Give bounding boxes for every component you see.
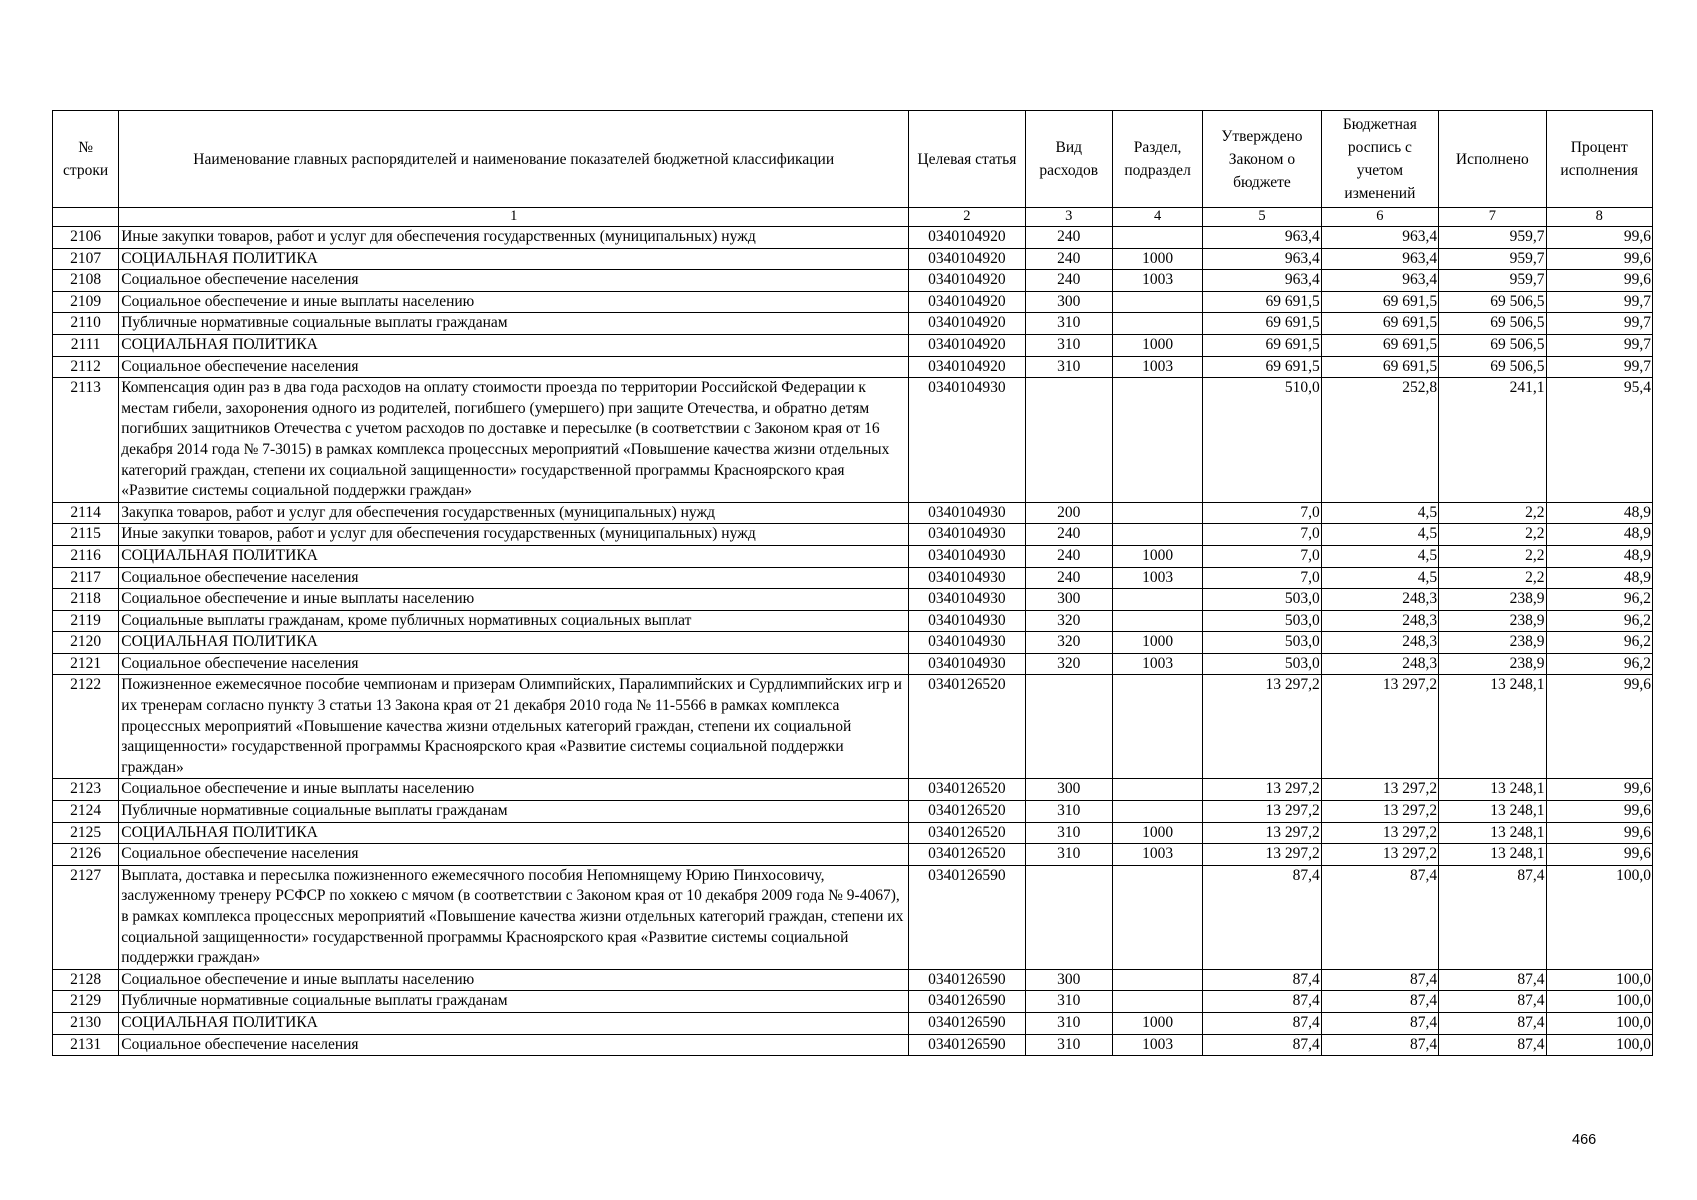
item-name: СОЦИАЛЬНАЯ ПОЛИТИКА: [119, 334, 909, 356]
approved-amount: 87,4: [1203, 1012, 1321, 1034]
header-executed: Исполнено: [1439, 111, 1546, 208]
scheduled-amount: 248,3: [1321, 653, 1438, 675]
table-row: [53, 675, 1653, 779]
section: [1112, 865, 1202, 969]
executed-amount: 69 506,5: [1439, 356, 1546, 378]
executed-amount: 87,4: [1439, 865, 1546, 969]
table-row: [53, 524, 1653, 546]
percent-executed: 100,0: [1546, 865, 1652, 969]
percent-executed: 96,2: [1546, 610, 1652, 632]
scheduled-amount: 4,5: [1321, 567, 1438, 589]
scheduled-amount: 87,4: [1321, 991, 1438, 1013]
scheduled-amount: 87,4: [1321, 969, 1438, 991]
approved-amount: 13 297,2: [1203, 801, 1321, 823]
column-number: 1: [119, 208, 909, 227]
item-name: Публичные нормативные социальные выплаты гражданам: [119, 313, 909, 335]
target-article: 0340104920: [909, 248, 1025, 270]
header-budget-schedule: Бюджетная роспись с учетом изменений: [1321, 111, 1438, 208]
row-number: 2126: [53, 844, 119, 866]
percent-executed: 100,0: [1546, 991, 1652, 1013]
table-row: [53, 502, 1653, 524]
executed-amount: 13 248,1: [1439, 822, 1546, 844]
row-number: 2106: [53, 227, 119, 249]
column-number: 8: [1546, 208, 1652, 227]
approved-amount: 69 691,5: [1203, 291, 1321, 313]
table-row: [53, 801, 1653, 823]
row-number: 2113: [53, 378, 119, 503]
header-row: [53, 111, 1653, 208]
item-name: СОЦИАЛЬНАЯ ПОЛИТИКА: [119, 632, 909, 654]
percent-executed: 48,9: [1546, 567, 1652, 589]
section: 1003: [1112, 270, 1202, 292]
executed-amount: 13 248,1: [1439, 801, 1546, 823]
item-name: Социальное обеспечение и иные выплаты населению: [119, 291, 909, 313]
section: [1112, 969, 1202, 991]
item-name: СОЦИАЛЬНАЯ ПОЛИТИКА: [119, 1012, 909, 1034]
scheduled-amount: 252,8: [1321, 378, 1438, 503]
percent-executed: 96,2: [1546, 653, 1652, 675]
row-number: 2121: [53, 653, 119, 675]
approved-amount: 503,0: [1203, 632, 1321, 654]
row-number: 2122: [53, 675, 119, 779]
table-row: [53, 991, 1653, 1013]
item-name: СОЦИАЛЬНАЯ ПОЛИТИКА: [119, 248, 909, 270]
scheduled-amount: 69 691,5: [1321, 291, 1438, 313]
table-row: [53, 779, 1653, 801]
row-number: 2112: [53, 356, 119, 378]
table-row: [53, 248, 1653, 270]
target-article: 0340126520: [909, 779, 1025, 801]
section: 1000: [1112, 1012, 1202, 1034]
executed-amount: 238,9: [1439, 610, 1546, 632]
approved-amount: 963,4: [1203, 227, 1321, 249]
executed-amount: 69 506,5: [1439, 291, 1546, 313]
section: [1112, 675, 1202, 779]
header-percent: Процент исполнения: [1546, 111, 1652, 208]
expense-type: 240: [1025, 545, 1112, 567]
section: [1112, 779, 1202, 801]
target-article: 0340104930: [909, 378, 1025, 503]
target-article: 0340104930: [909, 524, 1025, 546]
approved-amount: 510,0: [1203, 378, 1321, 503]
row-number: 2130: [53, 1012, 119, 1034]
expense-type: [1025, 675, 1112, 779]
target-article: 0340104930: [909, 610, 1025, 632]
item-name: Иные закупки товаров, работ и услуг для обеспечения государственных (муниципальных) нужд: [119, 524, 909, 546]
executed-amount: 87,4: [1439, 991, 1546, 1013]
approved-amount: 7,0: [1203, 567, 1321, 589]
percent-executed: 96,2: [1546, 589, 1652, 611]
expense-type: 300: [1025, 291, 1112, 313]
percent-executed: 99,7: [1546, 313, 1652, 335]
target-article: 0340104920: [909, 334, 1025, 356]
section: 1003: [1112, 653, 1202, 675]
header-target-article: Целевая статья: [909, 111, 1025, 208]
target-article: 0340104920: [909, 227, 1025, 249]
scheduled-amount: 963,4: [1321, 248, 1438, 270]
scheduled-amount: 963,4: [1321, 270, 1438, 292]
percent-executed: 99,6: [1546, 779, 1652, 801]
item-name: Социальное обеспечение населения: [119, 270, 909, 292]
table-row: [53, 610, 1653, 632]
expense-type: 310: [1025, 313, 1112, 335]
approved-amount: 7,0: [1203, 545, 1321, 567]
scheduled-amount: 13 297,2: [1321, 822, 1438, 844]
row-number: 2107: [53, 248, 119, 270]
executed-amount: 959,7: [1439, 270, 1546, 292]
executed-amount: 13 248,1: [1439, 779, 1546, 801]
percent-executed: 99,7: [1546, 334, 1652, 356]
approved-amount: 503,0: [1203, 589, 1321, 611]
item-name: Публичные нормативные социальные выплаты гражданам: [119, 801, 909, 823]
row-number: 2115: [53, 524, 119, 546]
expense-type: 240: [1025, 227, 1112, 249]
expense-type: 310: [1025, 1034, 1112, 1056]
executed-amount: 2,2: [1439, 502, 1546, 524]
percent-executed: 99,6: [1546, 675, 1652, 779]
header-approved: Утверждено Законом о бюджете: [1203, 111, 1321, 208]
item-name: Социальное обеспечение и иные выплаты населению: [119, 969, 909, 991]
executed-amount: 238,9: [1439, 589, 1546, 611]
percent-executed: 99,6: [1546, 844, 1652, 866]
column-number-row: [53, 208, 1653, 227]
row-number: 2127: [53, 865, 119, 969]
item-name: Пожизненное ежемесячное пособие чемпионам и призерам Олимпийских, Паралимпийских и Сурдлимпийских игр и их тренерам согласно пункту 3 статьи 13 Закона края от 21 декабря 2010 года № 11-5566 в рамках комплекса процессных мероприятий «Повышение качества жизни отдельных категорий граждан, степени их социальной защищенности» государственной программы Красноярского края «Развитие системы социальной поддержки граждан»: [119, 675, 909, 779]
executed-amount: 2,2: [1439, 567, 1546, 589]
executed-amount: 69 506,5: [1439, 334, 1546, 356]
executed-amount: 959,7: [1439, 227, 1546, 249]
item-name: Публичные нормативные социальные выплаты гражданам: [119, 991, 909, 1013]
target-article: 0340126520: [909, 822, 1025, 844]
scheduled-amount: 69 691,5: [1321, 313, 1438, 335]
header-row-number: № строки: [53, 111, 119, 208]
percent-executed: 48,9: [1546, 502, 1652, 524]
approved-amount: 87,4: [1203, 1034, 1321, 1056]
table-row: [53, 227, 1653, 249]
section: [1112, 378, 1202, 503]
executed-amount: 13 248,1: [1439, 675, 1546, 779]
expense-type: 310: [1025, 844, 1112, 866]
page-number: 466: [1572, 1132, 1597, 1148]
column-number: [53, 208, 119, 227]
item-name: Закупка товаров, работ и услуг для обеспечения государственных (муниципальных) нужд: [119, 502, 909, 524]
table-row: [53, 270, 1653, 292]
scheduled-amount: 13 297,2: [1321, 779, 1438, 801]
target-article: 0340126590: [909, 1012, 1025, 1034]
percent-executed: 100,0: [1546, 969, 1652, 991]
scheduled-amount: 13 297,2: [1321, 801, 1438, 823]
section: 1000: [1112, 248, 1202, 270]
item-name: Социальное обеспечение населения: [119, 356, 909, 378]
percent-executed: 99,7: [1546, 356, 1652, 378]
row-number: 2128: [53, 969, 119, 991]
target-article: 0340126520: [909, 675, 1025, 779]
item-name: Социальное обеспечение и иные выплаты населению: [119, 779, 909, 801]
expense-type: [1025, 378, 1112, 503]
expense-type: [1025, 865, 1112, 969]
approved-amount: 13 297,2: [1203, 779, 1321, 801]
scheduled-amount: 248,3: [1321, 610, 1438, 632]
approved-amount: 69 691,5: [1203, 334, 1321, 356]
expense-type: 240: [1025, 248, 1112, 270]
expense-type: 200: [1025, 502, 1112, 524]
section: [1112, 502, 1202, 524]
table-row: [53, 545, 1653, 567]
target-article: 0340126520: [909, 801, 1025, 823]
executed-amount: 87,4: [1439, 1012, 1546, 1034]
table-row: [53, 844, 1653, 866]
percent-executed: 99,6: [1546, 227, 1652, 249]
percent-executed: 99,6: [1546, 248, 1652, 270]
header-expense-type: Вид расходов: [1025, 111, 1112, 208]
scheduled-amount: 13 297,2: [1321, 675, 1438, 779]
approved-amount: 13 297,2: [1203, 822, 1321, 844]
item-name: Социальное обеспечение населения: [119, 844, 909, 866]
row-number: 2111: [53, 334, 119, 356]
header-name: Наименование главных распорядителей и наименование показателей бюджетной классификации: [119, 111, 909, 208]
row-number: 2116: [53, 545, 119, 567]
section: 1003: [1112, 844, 1202, 866]
scheduled-amount: 87,4: [1321, 1034, 1438, 1056]
executed-amount: 13 248,1: [1439, 844, 1546, 866]
item-name: СОЦИАЛЬНАЯ ПОЛИТИКА: [119, 545, 909, 567]
section: [1112, 313, 1202, 335]
target-article: 0340126520: [909, 844, 1025, 866]
scheduled-amount: 4,5: [1321, 524, 1438, 546]
expense-type: 320: [1025, 653, 1112, 675]
section: [1112, 227, 1202, 249]
approved-amount: 503,0: [1203, 610, 1321, 632]
expense-type: 320: [1025, 632, 1112, 654]
executed-amount: 2,2: [1439, 545, 1546, 567]
executed-amount: 238,9: [1439, 653, 1546, 675]
executed-amount: 2,2: [1439, 524, 1546, 546]
section: 1000: [1112, 334, 1202, 356]
item-name: СОЦИАЛЬНАЯ ПОЛИТИКА: [119, 822, 909, 844]
column-number: 6: [1321, 208, 1438, 227]
column-number: 3: [1025, 208, 1112, 227]
column-number: 4: [1112, 208, 1202, 227]
item-name: Компенсация один раз в два года расходов на оплату стоимости проезда по территории Российской Федерации к местам гибели, захоронения одного из родителей, погибшего (умершего) при защите Отечества, и обратно детям погибших защитников Отечества с учетом расходов по доставке и пересылке (в соответствии с Законом края от 16 декабря 2014 года № 7-3015) в рамках комплекса процессных мероприятий «Повышение качества жизни отдельных категорий граждан, степени их социальной защищенности» государственной программы Красноярского края «Развитие системы социальной поддержки граждан»: [119, 378, 909, 503]
row-number: 2124: [53, 801, 119, 823]
table-row: [53, 632, 1653, 654]
approved-amount: 13 297,2: [1203, 844, 1321, 866]
table-row: [53, 969, 1653, 991]
expense-type: 310: [1025, 991, 1112, 1013]
percent-executed: 96,2: [1546, 632, 1652, 654]
scheduled-amount: 69 691,5: [1321, 356, 1438, 378]
target-article: 0340126590: [909, 991, 1025, 1013]
scheduled-amount: 87,4: [1321, 1012, 1438, 1034]
scheduled-amount: 4,5: [1321, 545, 1438, 567]
percent-executed: 95,4: [1546, 378, 1652, 503]
section: [1112, 991, 1202, 1013]
executed-amount: 87,4: [1439, 969, 1546, 991]
executed-amount: 241,1: [1439, 378, 1546, 503]
approved-amount: 87,4: [1203, 969, 1321, 991]
row-number: 2114: [53, 502, 119, 524]
approved-amount: 13 297,2: [1203, 675, 1321, 779]
table-row: [53, 356, 1653, 378]
percent-executed: 48,9: [1546, 545, 1652, 567]
expense-type: 300: [1025, 779, 1112, 801]
row-number: 2125: [53, 822, 119, 844]
table-row: [53, 822, 1653, 844]
expense-type: 300: [1025, 589, 1112, 611]
percent-executed: 99,7: [1546, 291, 1652, 313]
column-number: 7: [1439, 208, 1546, 227]
target-article: 0340126590: [909, 1034, 1025, 1056]
executed-amount: 69 506,5: [1439, 313, 1546, 335]
scheduled-amount: 963,4: [1321, 227, 1438, 249]
item-name: Социальное обеспечение населения: [119, 653, 909, 675]
row-number: 2119: [53, 610, 119, 632]
table-row: [53, 334, 1653, 356]
section: 1003: [1112, 1034, 1202, 1056]
item-name: Социальные выплаты гражданам, кроме публичных нормативных социальных выплат: [119, 610, 909, 632]
section: 1000: [1112, 822, 1202, 844]
approved-amount: 503,0: [1203, 653, 1321, 675]
target-article: 0340104930: [909, 545, 1025, 567]
row-number: 2131: [53, 1034, 119, 1056]
expense-type: 240: [1025, 567, 1112, 589]
row-number: 2120: [53, 632, 119, 654]
target-article: 0340104930: [909, 502, 1025, 524]
expense-type: 310: [1025, 1012, 1112, 1034]
percent-executed: 100,0: [1546, 1034, 1652, 1056]
row-number: 2110: [53, 313, 119, 335]
column-number: 5: [1203, 208, 1321, 227]
expense-type: 310: [1025, 334, 1112, 356]
expense-type: 310: [1025, 356, 1112, 378]
expense-type: 240: [1025, 524, 1112, 546]
table-row: [53, 653, 1653, 675]
approved-amount: 69 691,5: [1203, 313, 1321, 335]
percent-executed: 99,6: [1546, 801, 1652, 823]
target-article: 0340126590: [909, 865, 1025, 969]
column-number: 2: [909, 208, 1025, 227]
approved-amount: 7,0: [1203, 502, 1321, 524]
section: [1112, 524, 1202, 546]
header-section: Раздел, подраздел: [1112, 111, 1202, 208]
approved-amount: 87,4: [1203, 865, 1321, 969]
section: [1112, 291, 1202, 313]
target-article: 0340104930: [909, 567, 1025, 589]
section: 1003: [1112, 356, 1202, 378]
table-row: [53, 1034, 1653, 1056]
section: [1112, 589, 1202, 611]
target-article: 0340104930: [909, 632, 1025, 654]
row-number: 2117: [53, 567, 119, 589]
target-article: 0340104920: [909, 313, 1025, 335]
row-number: 2123: [53, 779, 119, 801]
approved-amount: 963,4: [1203, 270, 1321, 292]
table-row: [53, 291, 1653, 313]
section: [1112, 801, 1202, 823]
approved-amount: 69 691,5: [1203, 356, 1321, 378]
percent-executed: 99,6: [1546, 822, 1652, 844]
table-row: [53, 589, 1653, 611]
item-name: Иные закупки товаров, работ и услуг для обеспечения государственных (муниципальных) нужд: [119, 227, 909, 249]
table-row: [53, 567, 1653, 589]
percent-executed: 99,6: [1546, 270, 1652, 292]
approved-amount: 963,4: [1203, 248, 1321, 270]
table-row: [53, 313, 1653, 335]
section: 1003: [1112, 567, 1202, 589]
item-name: Социальное обеспечение населения: [119, 1034, 909, 1056]
expense-type: 300: [1025, 969, 1112, 991]
item-name: Социальное обеспечение и иные выплаты населению: [119, 589, 909, 611]
table-row: [53, 865, 1653, 969]
row-number: 2108: [53, 270, 119, 292]
scheduled-amount: 248,3: [1321, 632, 1438, 654]
scheduled-amount: 13 297,2: [1321, 844, 1438, 866]
executed-amount: 238,9: [1439, 632, 1546, 654]
target-article: 0340104930: [909, 653, 1025, 675]
section: [1112, 610, 1202, 632]
expense-type: 320: [1025, 610, 1112, 632]
section: 1000: [1112, 632, 1202, 654]
section: 1000: [1112, 545, 1202, 567]
scheduled-amount: 4,5: [1321, 502, 1438, 524]
row-number: 2129: [53, 991, 119, 1013]
target-article: 0340104920: [909, 270, 1025, 292]
table-row: [53, 378, 1653, 503]
percent-executed: 100,0: [1546, 1012, 1652, 1034]
scheduled-amount: 248,3: [1321, 589, 1438, 611]
row-number: 2118: [53, 589, 119, 611]
target-article: 0340104930: [909, 589, 1025, 611]
percent-executed: 48,9: [1546, 524, 1652, 546]
item-name: Выплата, доставка и пересылка пожизненного ежемесячного пособия Непомнящему Юрию Пинхосовичу, заслуженному тренеру РСФСР по хоккею с мячом (в соответствии с Законом края от 10 декабря 2009 года № 9-4067), в рамках комплекса процессных мероприятий «Повышение качества жизни отдельных категорий граждан, степени их социальной защищенности» государственной программы Красноярского края «Развитие системы социальной поддержки граждан»: [119, 865, 909, 969]
expense-type: 310: [1025, 801, 1112, 823]
expense-type: 240: [1025, 270, 1112, 292]
executed-amount: 959,7: [1439, 248, 1546, 270]
table-row: [53, 1012, 1653, 1034]
target-article: 0340104920: [909, 356, 1025, 378]
target-article: 0340104920: [909, 291, 1025, 313]
approved-amount: 87,4: [1203, 991, 1321, 1013]
scheduled-amount: 87,4: [1321, 865, 1438, 969]
scheduled-amount: 69 691,5: [1321, 334, 1438, 356]
executed-amount: 87,4: [1439, 1034, 1546, 1056]
target-article: 0340126590: [909, 969, 1025, 991]
approved-amount: 7,0: [1203, 524, 1321, 546]
row-number: 2109: [53, 291, 119, 313]
expense-type: 310: [1025, 822, 1112, 844]
budget-execution-table: [52, 110, 1653, 1056]
item-name: Социальное обеспечение населения: [119, 567, 909, 589]
